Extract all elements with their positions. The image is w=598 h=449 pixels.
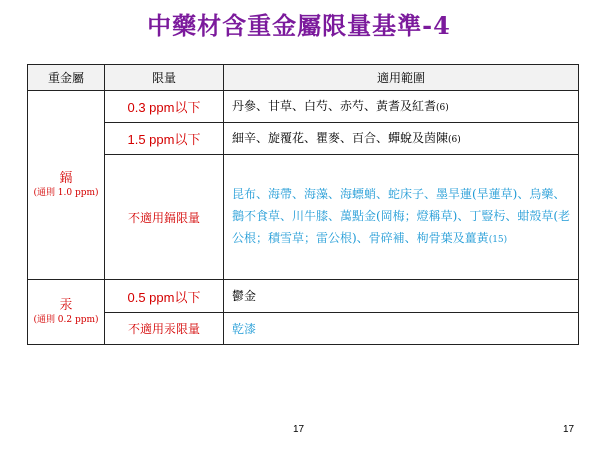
metal-name: 鎘 bbox=[59, 171, 73, 186]
scope-cell bbox=[224, 91, 579, 123]
scope-text: 昆布、海帶、海藻、海螵蛸、蛇床子、墨旱蓮(旱蓮草)、烏藥、鵝不食草、川牛膝、萬點金(岡梅；燈稱草)、丁豎杇、蚶殼草(老公根；積雪草；雷公根)、骨碎補、枸骨葉及薑黃 bbox=[232, 187, 571, 245]
header-limit: 限量 bbox=[105, 65, 224, 91]
metal-cell-mercury bbox=[28, 280, 105, 345]
metal-general-limit: (通則 0.2 ppm) bbox=[33, 315, 99, 325]
limit-cell: 0.3 ppm以下 bbox=[105, 91, 224, 123]
scope-text: 細辛、旋覆花、瞿麥、百合、蟬蛻及茵陳 bbox=[232, 130, 449, 145]
metal-cell-cadmium bbox=[28, 91, 105, 280]
header-heavy-metal: 重金屬 bbox=[28, 65, 105, 91]
metal-general-limit: (通則 1.0 ppm) bbox=[33, 188, 99, 198]
reference-mark: (6) bbox=[436, 102, 449, 113]
table-row bbox=[28, 123, 579, 155]
heavy-metal-limits-table bbox=[27, 64, 579, 345]
limit-cell: 不適用鎘限量 bbox=[105, 155, 224, 280]
scope-text: 鬱金 bbox=[232, 289, 257, 303]
limit-cell: 0.5 ppm以下 bbox=[105, 280, 224, 313]
limit-cell: 1.5 ppm以下 bbox=[105, 123, 224, 155]
scope-cell bbox=[224, 280, 579, 313]
page-number-center: 17 bbox=[293, 424, 305, 435]
scope-cell bbox=[224, 155, 579, 280]
limit-cell: 不適用汞限量 bbox=[105, 313, 224, 345]
scope-cell bbox=[224, 123, 579, 155]
scope-text: 乾漆 bbox=[232, 321, 257, 336]
header-scope: 適用範圍 bbox=[224, 65, 579, 91]
scope-cell bbox=[224, 313, 579, 345]
reference-mark: (15) bbox=[488, 235, 508, 245]
scope-text: 丹參、甘草、白芍、赤芍、黃耆及紅耆 bbox=[232, 98, 437, 113]
page-title: 中藥材含重金屬限量基準-4 bbox=[147, 11, 451, 40]
table-row bbox=[28, 280, 579, 313]
table-header-row bbox=[28, 65, 579, 91]
page-number-right: 17 bbox=[563, 424, 575, 435]
table-row bbox=[28, 155, 579, 280]
table-row bbox=[28, 313, 579, 345]
metal-name: 汞 bbox=[59, 298, 73, 313]
reference-mark: (6) bbox=[448, 134, 461, 145]
table-row bbox=[28, 91, 579, 123]
